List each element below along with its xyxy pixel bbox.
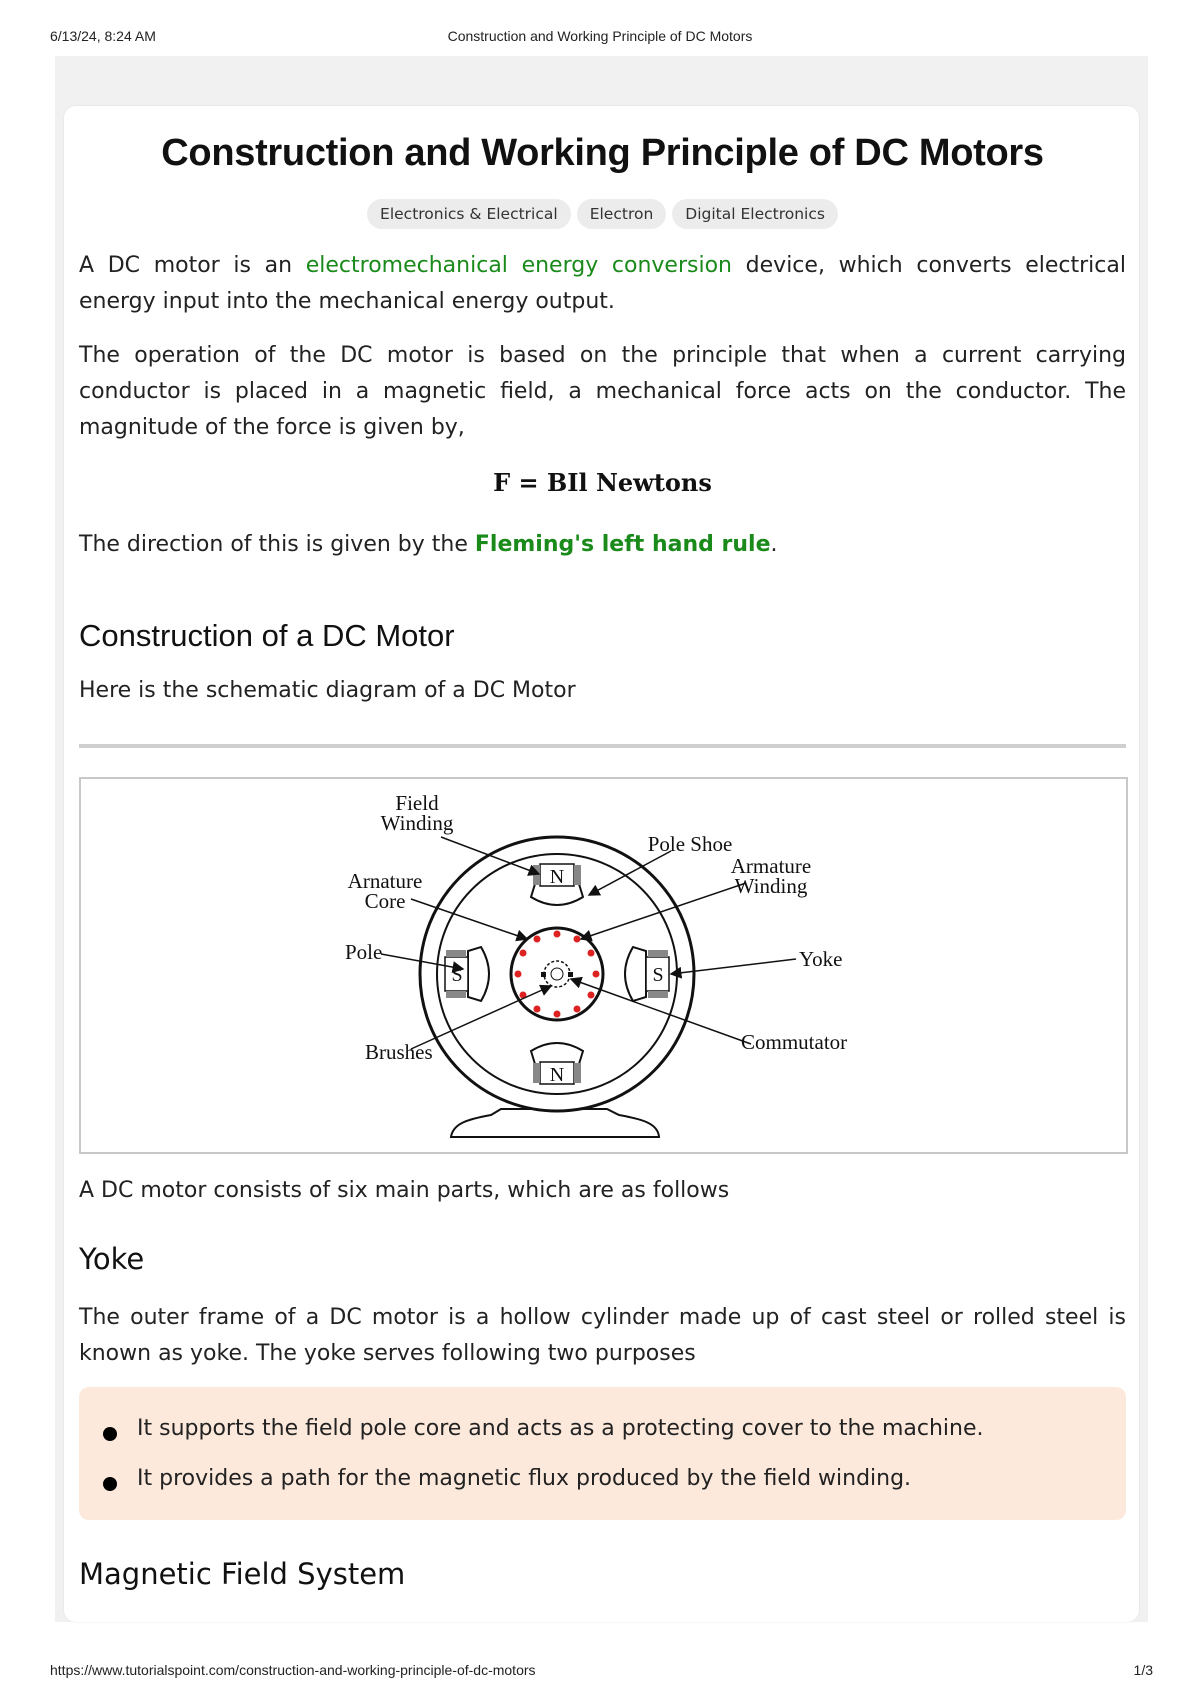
print-header	[0, 28, 1200, 48]
tag-electron[interactable]: Electron	[577, 199, 667, 229]
flemings-rule-link[interactable]: Fleming's left hand rule	[474, 532, 771, 557]
brush-right	[568, 972, 573, 977]
intro-paragraph	[79, 248, 1126, 320]
force-formula: F = BIl Newtons	[493, 468, 712, 497]
pole-letter-left: S	[451, 964, 463, 986]
page-number: 1/3	[1133, 1662, 1153, 1678]
pole-letter-top: N	[549, 866, 565, 888]
article-title: Construction and Working Principle of DC Motors	[161, 132, 1044, 174]
label-brushes: Brushes	[365, 1040, 433, 1064]
bullet-icon	[103, 1427, 117, 1441]
dc-motor-diagram	[79, 777, 1128, 1154]
electromechanical-link[interactable]: electromechanical energy conversion	[305, 253, 732, 278]
print-date: 6/13/24, 8:24 AM	[50, 28, 156, 44]
label-field: Field	[395, 791, 439, 815]
label-pole-shoe: Pole Shoe	[647, 832, 733, 856]
list-item	[99, 1411, 1099, 1461]
list-item-text: It supports the field pole core and acts as a protecting cover to the machine.	[137, 1416, 984, 1441]
construction-heading: Construction of a DC Motor	[79, 618, 455, 653]
intro-text-before: A DC motor is an	[79, 253, 306, 278]
yoke-heading: Yoke	[79, 1242, 145, 1276]
yoke-text: The outer frame of a DC motor is a hollow cylinder made up of cast steel or rolled steel is known as yoke. The yoke serves following two purposes	[79, 1305, 1126, 1366]
pole-letter-right: S	[652, 964, 664, 986]
label-armature-winding: Winding	[734, 874, 808, 898]
label-yoke: Yoke	[799, 947, 843, 971]
operation-paragraph: The operation of the DC motor is based on the principle that when a current carrying conductor is placed in a magnetic field, a mechanical force acts on the conductor. The magnitude of the force is given by,	[79, 343, 1126, 440]
bullet-icon	[103, 1477, 117, 1491]
yoke-purposes-list	[99, 1411, 1099, 1511]
list-item	[99, 1461, 1099, 1511]
motor-base	[451, 1109, 659, 1137]
dc-motor-schematic	[81, 779, 1126, 1152]
yoke-purposes-callout	[79, 1387, 1126, 1520]
direction-text-before: The direction of this is given by the	[79, 532, 475, 557]
pole-letter-bottom: N	[549, 1064, 565, 1086]
intro-text-after: device, which converts electrical energy input into the mechanical energy output.	[79, 253, 1126, 314]
label-commutator: Commutator	[741, 1030, 848, 1054]
label-armature: Armature	[730, 854, 812, 878]
list-item-text: It provides a path for the magnetic flux produced by the field winding.	[137, 1466, 912, 1491]
construction-text: Here is the schematic diagram of a DC Motor	[79, 678, 576, 703]
tag-list	[79, 199, 1126, 229]
brush-left	[541, 972, 546, 977]
parts-text: A DC motor consists of six main parts, which are as follows	[79, 1178, 730, 1203]
section-divider	[79, 744, 1126, 748]
magnetic-field-heading: Magnetic Field System	[79, 1557, 406, 1591]
print-footer	[0, 1662, 1200, 1682]
print-url: https://www.tutorialspoint.com/construction-and-working-principle-of-dc-motors	[50, 1662, 536, 1678]
tag-digital-electronics[interactable]: Digital Electronics	[672, 199, 838, 229]
print-title: Construction and Working Principle of DC Motors	[447, 28, 753, 44]
tag-electronics-electrical[interactable]: Electronics & Electrical	[367, 199, 571, 229]
direction-paragraph	[79, 527, 1126, 563]
label-core: Core	[364, 889, 406, 913]
label-arnature: Arnature	[347, 869, 423, 893]
label-winding: Winding	[380, 811, 454, 835]
direction-text-after: .	[770, 532, 778, 557]
label-pole: Pole	[345, 940, 383, 964]
